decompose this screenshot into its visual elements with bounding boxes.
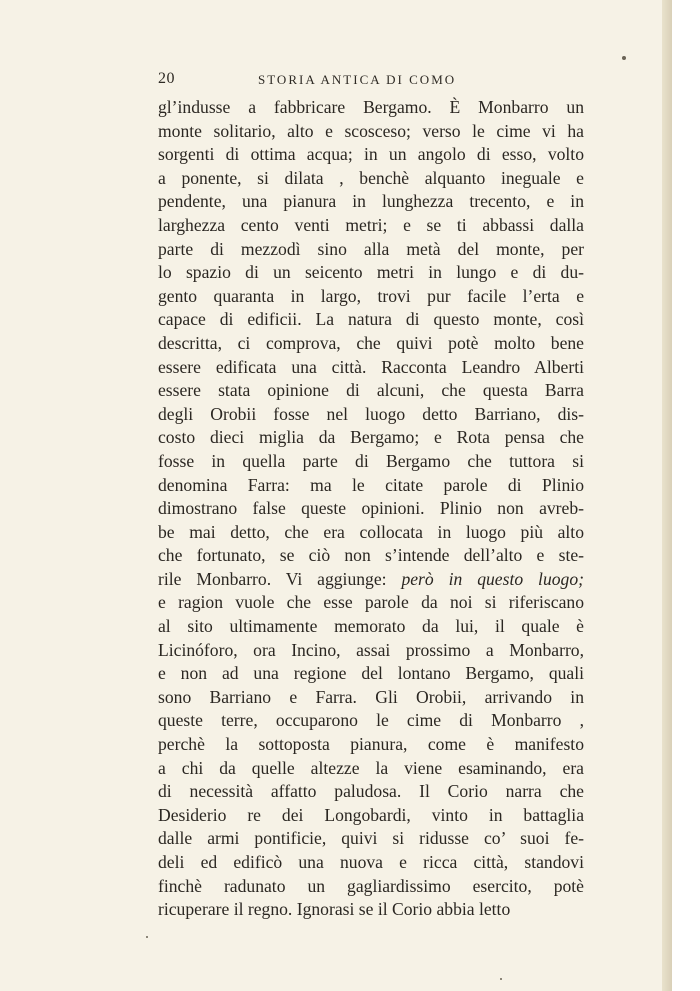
- text-line: [158, 238, 584, 262]
- text-line: [158, 851, 584, 875]
- text-segment: fosse in quella parte di Bergamo che tuttora si: [158, 450, 584, 471]
- text-line: [158, 285, 584, 309]
- text-line: [158, 497, 584, 521]
- text-segment: descritta, ci comprova, che quivi potè molto bene: [158, 332, 584, 353]
- text-line: [158, 190, 584, 214]
- text-segment: degli Orobii fosse nel luogo detto Barriano, dis-: [158, 403, 584, 424]
- text-line: [158, 709, 584, 733]
- text-line: [158, 261, 584, 285]
- text-line: [158, 757, 584, 781]
- text-segment: deli ed edificò una nuova e ricca città, standovi: [158, 852, 584, 872]
- text-segment: essere stata opinione di alcuni, che questa Barra: [158, 380, 584, 401]
- text-segment: perchè la sottoposta pianura, come è manifesto: [158, 734, 584, 755]
- text-line: [158, 568, 584, 592]
- text-segment: essere edificata una città. Racconta Leandro Alberti: [158, 356, 584, 377]
- text-line: [158, 804, 584, 828]
- text-segment: e non ad una regione del lontano Bergamo, quali: [158, 663, 584, 684]
- text-segment: e ragion vuole che esse parole da noi si riferiscano: [158, 592, 584, 613]
- text-line: [158, 356, 584, 380]
- text-segment: finchè radunato un gagliardissimo esercito, potè: [158, 875, 584, 896]
- text-segment: sorgenti di ottima acqua; in un angolo di esso, volto: [158, 144, 584, 165]
- text-segment: sono Barriano e Farra. Gli Orobii, arrivando in: [158, 686, 584, 707]
- text-line: [158, 733, 584, 757]
- text-segment: che fortunato, se ciò non s’intende dell’alto e ste-: [158, 545, 584, 566]
- text-line: [158, 827, 584, 851]
- text-line: [158, 591, 584, 615]
- paper-speck: [146, 936, 148, 938]
- text-segment: larghezza cento venti metri; e se ti abbassi dalla: [158, 214, 584, 235]
- text-segment: be mai detto, che era collocata in luogo più alto: [158, 521, 584, 542]
- text-segment: a ponente, si dilata , benchè alquanto ineguale e: [158, 167, 584, 188]
- text-line: [158, 120, 584, 144]
- text-segment: capace di edificii. La natura di questo monte, così: [158, 309, 584, 330]
- running-title: STORIA ANTICA DI COMO: [258, 72, 457, 87]
- text-segment: dalle armi pontificie, quivi si ridusse co’ suoi fe-: [158, 828, 584, 849]
- text-line: [158, 379, 584, 403]
- text-line: [158, 544, 584, 568]
- text-segment: pendente, una pianura in lunghezza trecento, e in: [158, 191, 584, 212]
- text-line: [158, 332, 584, 356]
- text-segment: gl’indusse a fabbricare Bergamo. È Monbarro un: [158, 97, 584, 117]
- text-line: [158, 662, 584, 686]
- text-line: [158, 214, 584, 238]
- text-segment: rile Monbarro. Vi aggiunge:: [158, 568, 402, 589]
- text-segment: denomina Farra: ma le citate parole di Plinio: [158, 474, 584, 495]
- text-segment: di necessità affatto paludosa. Il Corio narra che: [158, 781, 584, 802]
- text-line: [158, 639, 584, 663]
- page-header: [158, 70, 582, 92]
- text-line: [158, 450, 584, 474]
- text-line: [158, 615, 584, 639]
- page-edge: [662, 0, 672, 991]
- text-segment: al sito ultimamente memorato da lui, il quale è: [158, 616, 584, 637]
- text-line: [158, 898, 584, 922]
- paper-speck: [622, 56, 626, 60]
- text-segment: monte solitario, alto e scosceso; verso le cime vi ha: [158, 120, 584, 141]
- text-segment: lo spazio di un seicento metri in lungo e di du-: [158, 262, 584, 283]
- text-line: [158, 143, 584, 167]
- text-segment: dimostrano false queste opinioni. Plinio non avreb-: [158, 498, 584, 519]
- text-line: [158, 474, 584, 498]
- text-line: [158, 167, 584, 191]
- body-text: [158, 96, 584, 922]
- text-line: [158, 780, 584, 804]
- text-line: [158, 308, 584, 332]
- text-segment: parte di mezzodì sino alla metà del monte, per: [158, 238, 584, 259]
- text-line: [158, 686, 584, 710]
- text-segment: queste terre, occuparono le cime di Monbarro ,: [158, 710, 584, 731]
- text-line: [158, 426, 584, 450]
- text-line: [158, 875, 584, 899]
- paper-speck: [500, 978, 502, 980]
- text-segment: a chi da quelle altezze la viene esaminando, era: [158, 757, 584, 778]
- text-segment: gento quaranta in largo, trovi pur facile l’erta e: [158, 285, 584, 306]
- text-segment: costo dieci miglia da Bergamo; e Rota pensa che: [158, 427, 584, 448]
- text-segment: Licinóforo, ora Incino, assai prossimo a Monbarro,: [158, 639, 584, 660]
- text-line: [158, 521, 584, 545]
- text-segment: Desiderio re dei Longobardi, vinto in battaglia: [158, 804, 584, 825]
- text-line: [158, 96, 584, 120]
- italic-text: però in questo luogo;: [401, 568, 584, 589]
- text-segment: ricuperare il regno. Ignorasi se il Corio abbia letto: [158, 899, 511, 920]
- text-line: [158, 403, 584, 427]
- page-number: 20: [158, 70, 175, 87]
